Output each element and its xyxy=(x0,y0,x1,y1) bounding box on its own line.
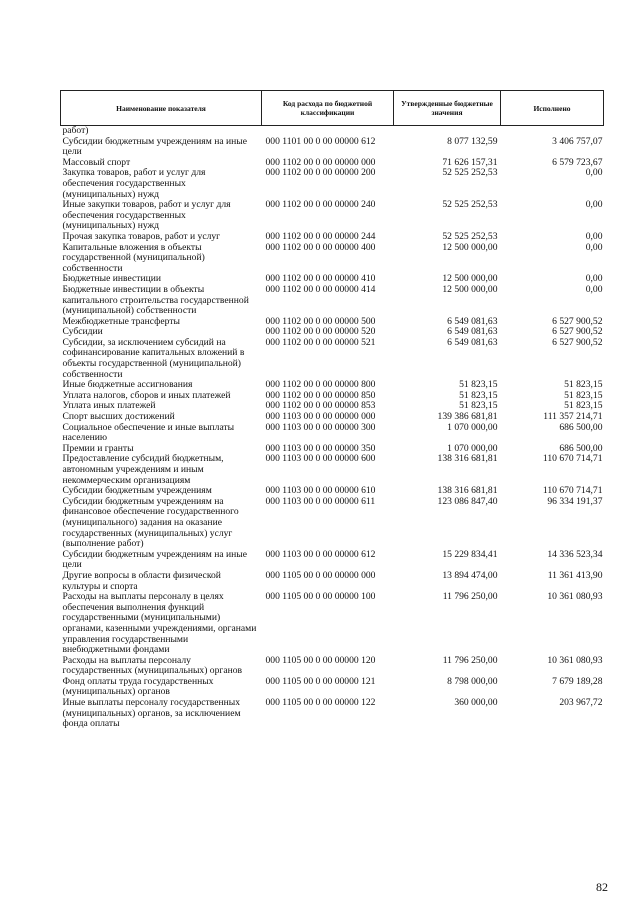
row-code-cell: 000 1102 00 0 00 00000 520 xyxy=(265,326,376,338)
table-row xyxy=(61,126,604,137)
row-approved-cell: 52 525 252,53 xyxy=(442,199,498,211)
row-executed-cell: 96 334 191,37 xyxy=(547,495,603,507)
row-name-cell: Иные бюджетные ассигнования xyxy=(62,379,193,391)
row-approved-cell: 12 500 000,00 xyxy=(442,273,498,285)
table-row xyxy=(61,571,604,592)
table-row xyxy=(61,243,604,275)
row-code-cell: 000 1102 00 0 00 00000 244 xyxy=(265,230,376,242)
row-approved-cell: 11 796 250,00 xyxy=(442,654,498,666)
row-code-cell: 000 1103 00 0 00 00000 610 xyxy=(265,485,376,497)
row-code-cell: 000 1103 00 0 00 00000 300 xyxy=(265,421,376,433)
row-approved-cell: 51 823,15 xyxy=(459,389,498,401)
row-code-cell: 000 1102 00 0 00 00000 500 xyxy=(265,315,376,327)
row-name-cell: Прочая закупка товаров, работ и услуг xyxy=(62,230,221,242)
table-row xyxy=(61,232,604,243)
row-executed-cell: 6 579 723,67 xyxy=(552,156,603,168)
row-executed-cell: 6 527 900,52 xyxy=(552,336,603,348)
row-code-cell: 000 1103 00 0 00 00000 600 xyxy=(265,453,376,465)
row-approved-cell: 52 525 252,53 xyxy=(442,230,498,242)
row-approved-cell: 71 626 157,31 xyxy=(442,156,498,168)
row-code-cell: 000 1102 00 0 00 00000 521 xyxy=(265,336,376,348)
table-row xyxy=(61,423,604,444)
header-indicator-name: Наименование показателя xyxy=(61,91,262,126)
table-row xyxy=(61,656,604,677)
row-approved-cell: 15 229 834,41 xyxy=(442,548,498,560)
row-executed-cell xyxy=(501,126,604,137)
row-approved-cell: 6 549 081,63 xyxy=(447,315,498,327)
row-executed-cell: 686 500,00 xyxy=(559,442,603,454)
row-approved-cell: 8 798 000,00 xyxy=(447,675,498,687)
row-executed-cell: 7 679 189,28 xyxy=(552,675,603,687)
row-executed-cell: 51 823,15 xyxy=(564,379,603,391)
row-name-cell: Массовый спорт xyxy=(62,156,131,168)
row-name-cell: Уплата налогов, сборов и иных платежей xyxy=(62,389,231,401)
row-name-cell: Бюджетные инвестиции в объекты капитального строительства государственной (муниципальной) собственности xyxy=(62,283,249,317)
table-header-row xyxy=(61,91,604,126)
row-name-cell: Межбюджетные трансферты xyxy=(62,315,180,327)
row-name-cell: Социальное обеспечение и иные выплаты населению xyxy=(62,421,235,444)
table-row xyxy=(61,677,604,698)
table-body xyxy=(61,126,604,730)
row-name-cell: Субсидии бюджетным учреждениям xyxy=(62,485,212,497)
row-executed-cell: 0,00 xyxy=(585,241,603,253)
row-name-cell: Субсидии бюджетным учреждениям на финансовое обеспечение государственного (муниципального) задания на оказание государственных (муниципальных) услуг (выполнение работ) xyxy=(62,495,239,550)
table-row xyxy=(61,338,604,380)
row-name-cell: Иные выплаты персоналу государственных (муниципальных) органов, за исключением фонда оплаты xyxy=(62,697,241,730)
row-code-cell: 000 1102 00 0 00 00000 800 xyxy=(265,379,376,391)
header-approved-values: Утвержденные бюджетные значения xyxy=(394,91,501,126)
row-approved-cell: 138 316 681,81 xyxy=(437,453,498,465)
row-code-cell: 000 1102 00 0 00 00000 853 xyxy=(265,400,376,412)
row-code-cell: 000 1105 00 0 00 00000 121 xyxy=(265,675,376,687)
row-executed-cell: 51 823,15 xyxy=(564,400,603,412)
row-executed-cell: 110 670 714,71 xyxy=(542,453,603,465)
table-row xyxy=(61,200,604,232)
row-name-cell: Бюджетные инвестиции xyxy=(62,273,161,285)
row-code-cell: 000 1102 00 0 00 00000 414 xyxy=(265,283,376,295)
row-code-cell: 000 1103 00 0 00 00000 350 xyxy=(265,442,376,454)
row-code-cell: 000 1105 00 0 00 00000 122 xyxy=(265,697,376,709)
row-approved-cell: 8 077 132,59 xyxy=(447,135,498,147)
row-code-cell: 000 1103 00 0 00 00000 612 xyxy=(265,548,376,560)
row-approved-cell: 6 549 081,63 xyxy=(447,336,498,348)
row-name-cell: Капитальные вложения в объекты государственной (муниципальной) собственности xyxy=(62,241,205,274)
row-approved-cell: 52 525 252,53 xyxy=(442,167,498,179)
row-executed-cell: 686 500,00 xyxy=(559,421,603,433)
row-code-cell: 000 1105 00 0 00 00000 120 xyxy=(265,654,376,666)
row-name-cell: Иные закупки товаров, работ и услуг для обеспечения государственных (муниципальных) нужд xyxy=(62,199,231,232)
row-executed-cell: 0,00 xyxy=(585,167,603,179)
row-approved-cell: 1 070 000,00 xyxy=(447,421,498,433)
table-row xyxy=(61,137,604,158)
row-code-cell: 000 1102 00 0 00 00000 850 xyxy=(265,389,376,401)
row-executed-cell: 203 967,72 xyxy=(559,697,603,709)
row-approved-cell: 51 823,15 xyxy=(459,400,498,412)
row-name-cell: работ) xyxy=(62,125,89,136)
row-approved-cell: 12 500 000,00 xyxy=(442,283,498,295)
table-row xyxy=(61,592,604,656)
row-executed-cell: 0,00 xyxy=(585,230,603,242)
row-executed-cell: 10 361 080,93 xyxy=(547,654,603,666)
table-row xyxy=(61,550,604,571)
row-name-cell: Расходы на выплаты персоналу государственных (муниципальных) органов xyxy=(62,654,243,677)
table-row xyxy=(61,454,604,486)
row-executed-cell: 110 670 714,71 xyxy=(542,485,603,497)
row-name-cell: Фонд оплаты труда государственных (муниципальных) органов xyxy=(62,675,214,698)
row-code-cell: 000 1102 00 0 00 00000 000 xyxy=(265,156,376,168)
row-name-cell: Закупка товаров, работ и услуг для обеспечения государственных (муниципальных) нужд xyxy=(62,167,206,200)
row-executed-cell: 14 336 523,34 xyxy=(547,548,603,560)
row-name-cell: Субсидии xyxy=(62,326,103,338)
row-name-cell: Субсидии, за исключением субсидий на софинансирование капитальных вложений в объекты государственной (муниципальной) собственности xyxy=(62,336,245,380)
row-approved-cell: 360 000,00 xyxy=(454,697,498,709)
row-name-cell: Субсидии бюджетным учреждениям на иные цели xyxy=(62,548,247,571)
table-row xyxy=(61,285,604,317)
table-row xyxy=(61,168,604,200)
header-executed: Исполнено xyxy=(501,91,604,126)
row-code-cell: 000 1102 00 0 00 00000 410 xyxy=(265,273,376,285)
row-executed-cell: 0,00 xyxy=(585,283,603,295)
row-name-cell: Предоставление субсидий бюджетным, автономным учреждениям и иным некоммерческим организациям xyxy=(62,453,224,486)
row-name-cell: Спорт высших достижений xyxy=(62,411,175,423)
row-approved-cell: 123 086 847,40 xyxy=(437,495,498,507)
row-code-cell: 000 1102 00 0 00 00000 200 xyxy=(265,167,376,179)
row-code-cell: 000 1102 00 0 00 00000 400 xyxy=(265,241,376,253)
row-name-cell: Премии и гранты xyxy=(62,442,134,454)
row-approved-cell: 1 070 000,00 xyxy=(447,442,498,454)
row-approved-cell xyxy=(394,126,501,137)
row-executed-cell: 6 527 900,52 xyxy=(552,315,603,327)
row-code-cell: 000 1103 00 0 00 00000 000 xyxy=(265,411,376,423)
row-approved-cell: 6 549 081,63 xyxy=(447,326,498,338)
header-budget-code: Код расхода по бюджетной классификации xyxy=(262,91,394,126)
table-row xyxy=(61,497,604,550)
row-executed-cell: 10 361 080,93 xyxy=(547,591,603,603)
row-executed-cell: 11 361 413,90 xyxy=(547,569,603,581)
row-code-cell: 000 1103 00 0 00 00000 611 xyxy=(265,495,376,507)
page-number: 82 xyxy=(596,880,608,894)
row-name-cell: Уплата иных платежей xyxy=(62,400,156,412)
row-approved-cell: 139 386 681,81 xyxy=(437,411,498,423)
row-code-cell: 000 1105 00 0 00 00000 100 xyxy=(265,591,376,603)
row-approved-cell: 138 316 681,81 xyxy=(437,485,498,497)
expenditure-table xyxy=(60,90,604,730)
row-code-cell: 000 1101 00 0 00 00000 612 xyxy=(265,135,376,147)
row-executed-cell: 111 357 214,71 xyxy=(543,411,603,423)
row-approved-cell: 12 500 000,00 xyxy=(442,241,498,253)
row-approved-cell: 51 823,15 xyxy=(459,379,498,391)
row-code-cell: 000 1102 00 0 00 00000 240 xyxy=(265,199,376,211)
row-code-cell xyxy=(262,126,394,137)
row-code-cell: 000 1105 00 0 00 00000 000 xyxy=(265,569,376,581)
row-name-cell: Субсидии бюджетным учреждениям на иные цели xyxy=(62,135,247,158)
row-executed-cell: 0,00 xyxy=(585,273,603,285)
table-row xyxy=(61,698,604,730)
row-name-cell: Расходы на выплаты персоналу в целях обеспечения выполнения функций государственными (муниципальными) органами, казенными учреждениями, органами управления государственными внебюджетными фондами xyxy=(62,591,257,656)
row-name-cell: Другие вопросы в области физической культуры и спорта xyxy=(62,569,221,592)
row-executed-cell: 0,00 xyxy=(585,199,603,211)
row-approved-cell: 11 796 250,00 xyxy=(442,591,498,603)
row-executed-cell: 3 406 757,07 xyxy=(552,135,603,147)
row-approved-cell: 13 894 474,00 xyxy=(442,569,498,581)
row-executed-cell: 51 823,15 xyxy=(564,389,603,401)
row-executed-cell: 6 527 900,52 xyxy=(552,326,603,338)
budget-report-sheet xyxy=(60,90,603,730)
